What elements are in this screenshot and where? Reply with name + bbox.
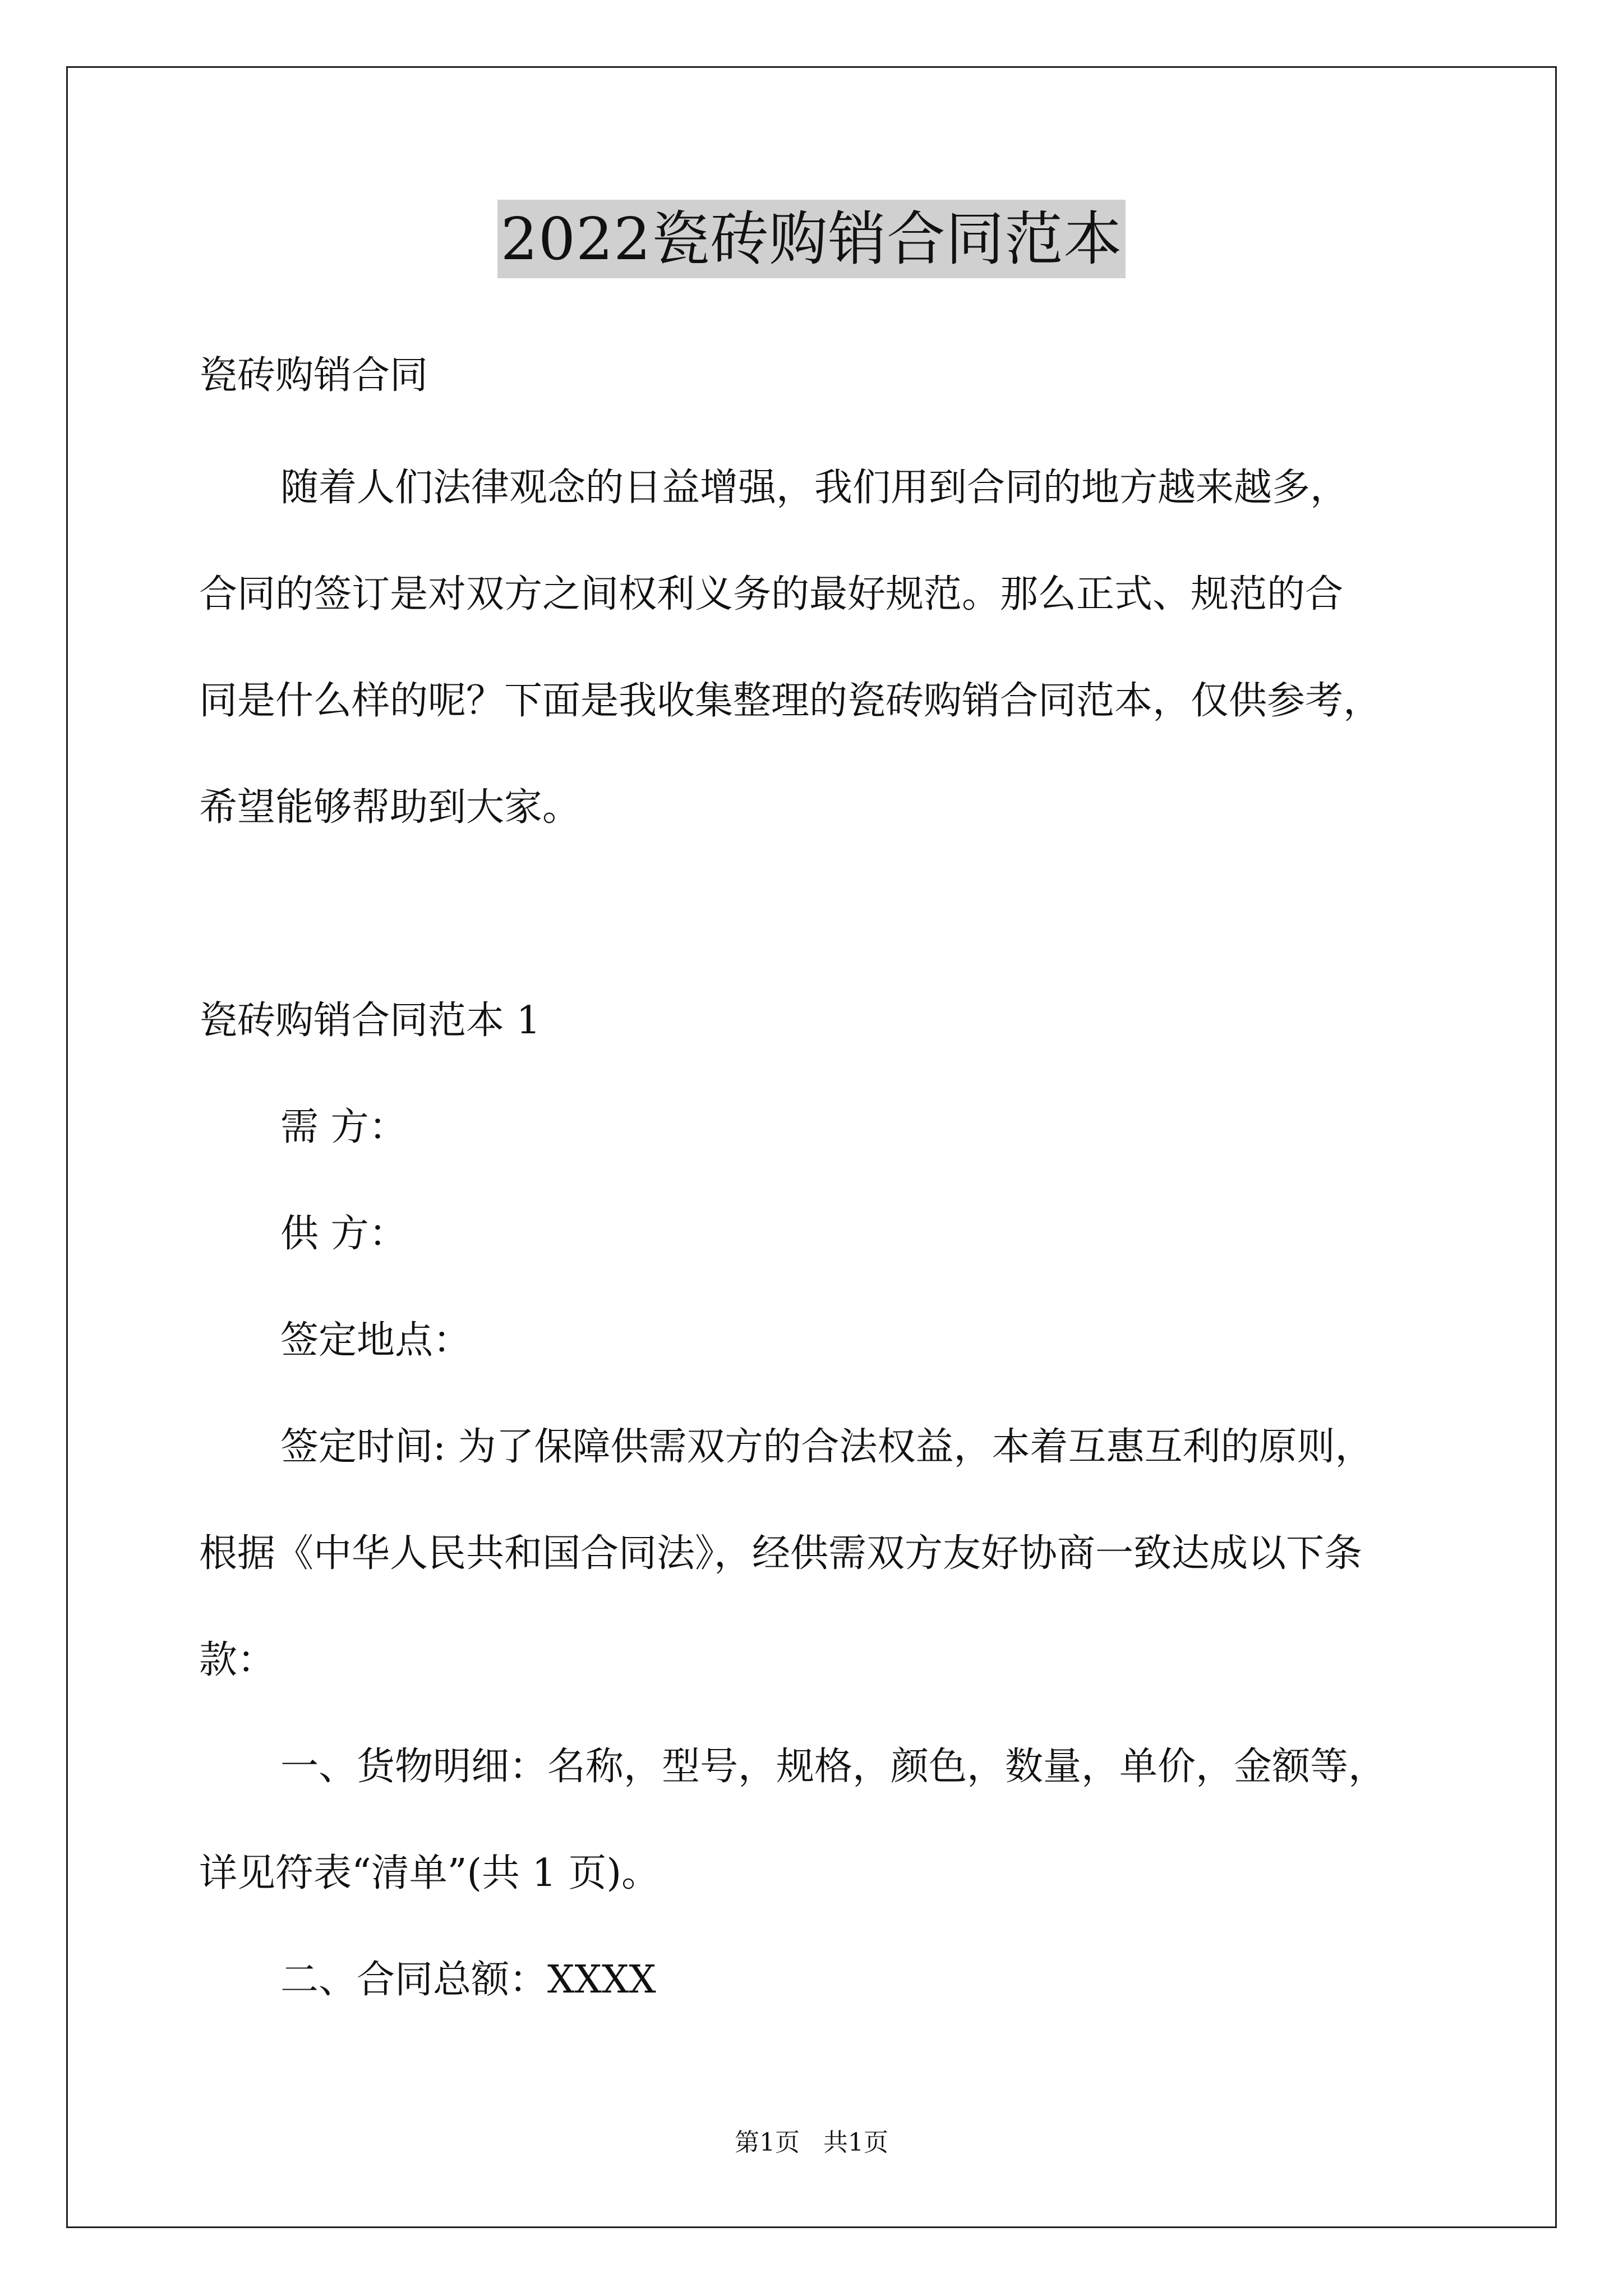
supplier-field: 供 方： — [280, 1212, 407, 1256]
intro-line-2: 合同的签订是对双方之间权利义务的最好规范。那么正式、规范的合 — [199, 572, 1344, 616]
intro-line-1: 随着人们法律观念的日益增强，我们用到合同的地方越来越多， — [280, 466, 1349, 510]
time-line-2: 根据《中华人民共和国合同法》，经供需双方友好协商一致达成以下条 — [199, 1531, 1363, 1576]
intro-line-4: 希望能够帮助到大家。 — [199, 785, 581, 830]
title-container — [0, 200, 1623, 278]
clause-1-line-1: 一、货物明细：名称，型号，规格，颜色，数量，单价，金额等， — [280, 1745, 1387, 1789]
section-heading: 瓷砖购销合同范本 1 — [199, 999, 541, 1043]
document-title: 2022瓷砖购销合同范本 — [497, 200, 1126, 278]
time-line-1: 签定时间: 为了保障供需双方的合法权益，本着互惠互利的原则， — [280, 1425, 1373, 1469]
time-line-3: 款： — [199, 1638, 276, 1682]
clause-1-line-2: 详见符表“清单”(共 1 页)。 — [199, 1851, 660, 1895]
document-subtitle: 瓷砖购销合同 — [199, 353, 428, 398]
clause-2: 二、合同总额：XXXX — [280, 1958, 656, 2002]
page-number-footer: 第1页 共1页 — [735, 2128, 888, 2157]
place-field: 签定地点： — [280, 1318, 472, 1363]
intro-line-3: 同是什么样的呢？下面是我收集整理的瓷砖购销合同范本，仅供参考， — [199, 679, 1382, 723]
buyer-field: 需 方： — [280, 1105, 407, 1149]
